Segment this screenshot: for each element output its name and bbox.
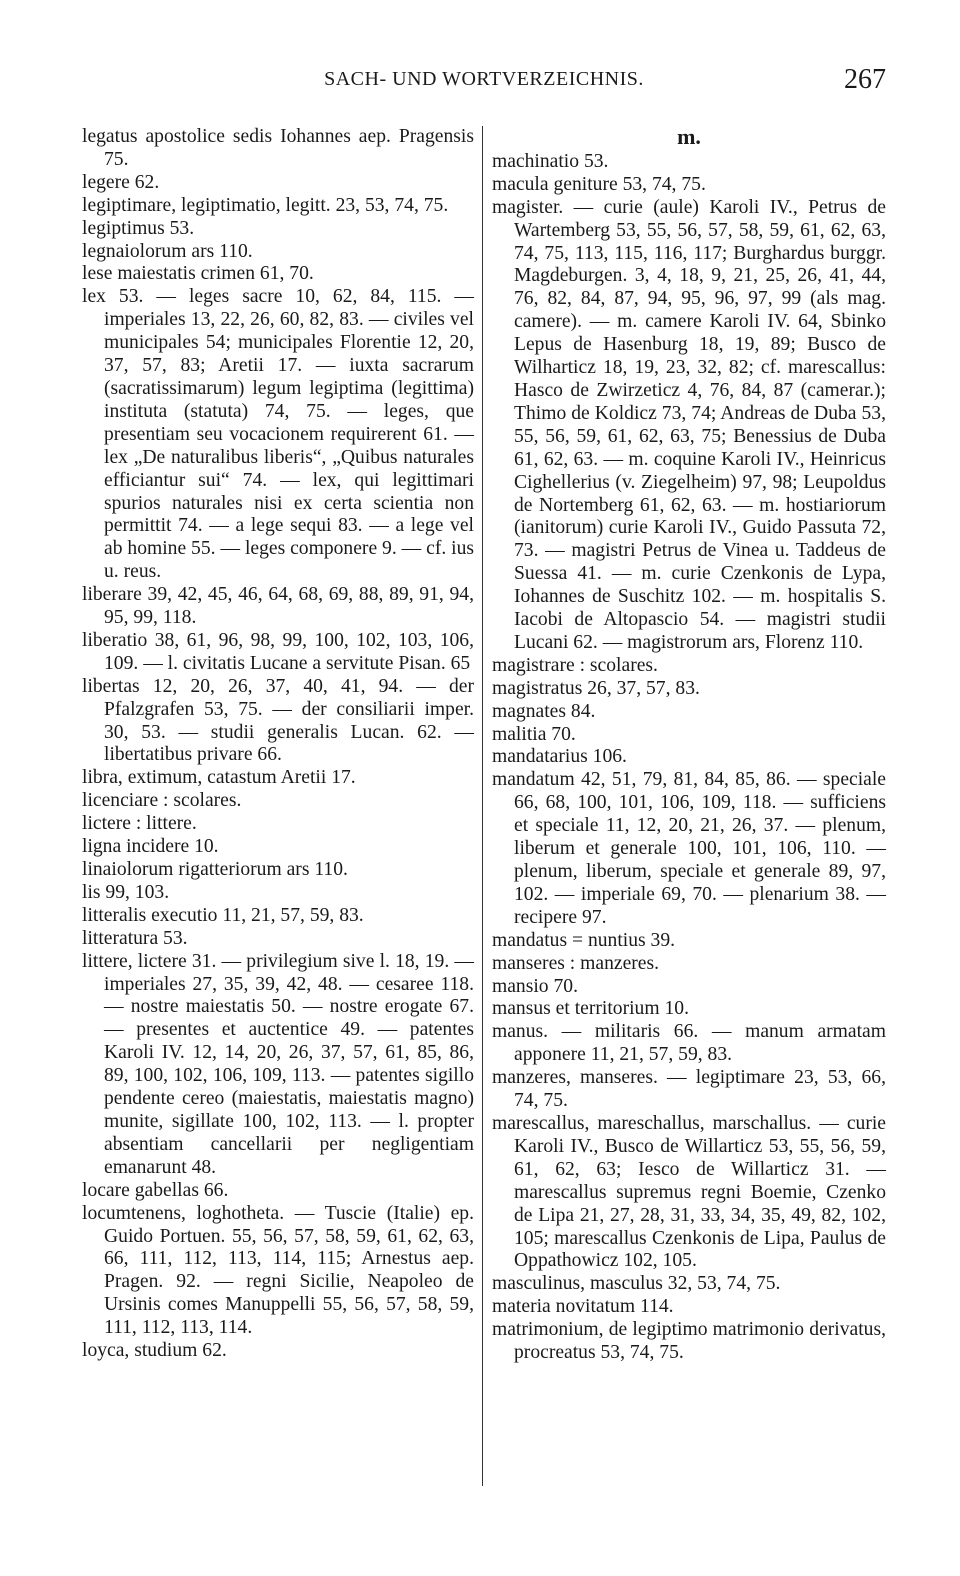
index-entry: linaiolorum rigatteriorum ars 110. bbox=[82, 859, 348, 880]
index-entry: mandatus = nuntius 39. bbox=[492, 929, 676, 951]
index-entry: masculinus, masculus 32, 53, 74, 75. bbox=[492, 1273, 781, 1295]
index-entry: manus. — militaris 66. — manum armatam apponere 11, 21, 57, 59, 83. bbox=[492, 1021, 886, 1066]
index-entry: manzeres, manseres. — legiptimare 23, 53, 66, 74, 75. bbox=[492, 1067, 886, 1112]
index-entry: malitia 70. bbox=[492, 723, 576, 745]
index-entry: liberare 39, 42, 45, 46, 64, 68, 69, 88, 89, 91, 94, 95, 99, 118. bbox=[82, 584, 474, 629]
page-number: 267 bbox=[844, 64, 886, 95]
index-entry: magister. — curie (aule) Karoli IV., Petrus de Wartemberg 53, 55, 56, 57, 58, 59, 61, 62, 63, 74, 75, 113, 115, 116, 117; Burghardus burggr. Magdeburgen. 3, 4, 18, 9, 21, 25, 26, 41, 44, 76, 82, 84, 87, 94, 95, 96, 97, 99 (als mag. camere). — m. camere Karoli IV. 64, Sbinko Lepus de Hasenburg 18, 19, 89; Busco de Wilharticz 18, 19, 23, 32, 82; cf. marescallus: Hasco de Zwirzeticz 4, 76, 84, 87 (camerar.); Thimo de Koldicz 73, 74; Andreas de Duba 53, 55, 56, 59, 61, 62, 63, 75; Benessius de Duba 61, 62, 63. — m. coquine Karoli IV., Heinricus Cighellerius (v. Ziegelheim) 97, 98; Leupoldus de Nortemberg 61, 62, 63. — m. hostiariorum (ianitorum) curie Karoli IV., Guido Passuta 72, 73. — magistri Petrus de Vinea u. Taddeus de Suessa 41. — m. curie Czenkonis de Lypa, Iohannes de Suschitz 102. — m. hospitalis S. Iacobi de Altopascio 54. — magistri studii Lucani 62. — magistrorum ars, Florenz 110. bbox=[492, 196, 886, 653]
index-entry: littere, lictere 31. — privilegium sive l. 18, 19. — imperiales 27, 35, 39, 42, 48. — cesaree 118. — nostre maiestatis 50. — nostre erogate 67. — presentes et auctentice 49. — patentes Karoli IV. 12, 14, 20, 26, 37, 57, 61, 85, 86, 89, 100, 102, 106, 109, 113. — patentes sigillo pendente cereo (maiestatis, maiestatis magno) munite, sigillate 100, 102, 113. — l. propter absentiam cancellarii per negligentiam emanarunt 48. bbox=[82, 950, 474, 1178]
index-entry: litteratura 53. bbox=[82, 927, 188, 949]
right-index-column bbox=[492, 126, 886, 1365]
index-entry: loyca, studium 62. bbox=[82, 1340, 227, 1362]
index-entry: materia novitatum 114. bbox=[492, 1296, 674, 1318]
page-header bbox=[82, 64, 886, 100]
index-entry: litteralis executio 11, 21, 57, 59, 83. bbox=[82, 904, 364, 926]
index-entry: matrimonium, de legiptimo matrimonio derivatus, procreatus 53, 74, 75. bbox=[492, 1319, 886, 1364]
index-entry: lex 53. — leges sacre 10, 62, 84, 115. — imperiales 13, 22, 26, 60, 82, 83. — civiles vel municipales 54; municipales Florentie 12, 20, 37, 57, 83; Aretii 17. — iuxta sacrarum (sacratissimarum) legum legiptima (legittima) instituta (statuta) 74, 75. — leges, que presentiam seu vocacionem requirerent 61. — lex „De naturalibus liberis“, „Quibus naturales efficiantur sui“ 74. — lex, qui legittimari spurios naturales nisi ex certa scientia non permittit 74. — a lege sequi 83. — a lege vel ab homine 55. — leges componere 9. — cf. ius u. reus. bbox=[82, 286, 475, 583]
left-index-column bbox=[82, 126, 474, 1363]
index-entry: ligna incidere 10. bbox=[82, 836, 219, 858]
index-entry: lictere : littere. bbox=[82, 813, 197, 835]
index-entry: libra, extimum, catastum Aretii 17. bbox=[82, 767, 356, 789]
index-entry: magnates 84. bbox=[492, 700, 596, 722]
index-entry: mansio 70. bbox=[492, 975, 578, 997]
index-entry: locare gabellas 66. bbox=[82, 1179, 229, 1201]
index-entry: locumtenens, loghotheta. — Tuscie (Italie) ep. Guido Portuen. 55, 56, 57, 58, 59, 61, 62, 63, 66, 111, 112, 113, 114, 115; Arnestus aep. Pragen. 92. — regni Sicilie, Neapoleo de Ursinis comes Manuppelli 55, 56, 57, 58, 59, 111, 112, 113, 114. bbox=[82, 1202, 474, 1339]
running-title: SACH- UND WORTVERZEICHNIS. bbox=[324, 68, 644, 90]
index-entry: legatus apostolice sedis Iohannes aep. Pragensis 75. bbox=[82, 126, 474, 170]
index-entry: libertas 12, 20, 26, 37, 40, 41, 94. — der Pfalzgrafen 53, 75. — der consiliarii imper. 30, 53. — studii generalis Lucan. 62. — libertatibus privare 66. bbox=[82, 675, 474, 766]
index-entry: legnaiolorum ars 110. bbox=[82, 240, 253, 262]
index-entry: magistrare : scolares. bbox=[492, 654, 658, 676]
index-entry: legiptimus 53. bbox=[82, 217, 195, 239]
index-entry: mansus et territorium 10. bbox=[492, 998, 689, 1020]
section-letter: m. bbox=[677, 124, 701, 149]
index-entry: machinatio 53. bbox=[492, 150, 609, 172]
index-entry: legiptimare, legiptimatio, legitt. 23, 53, 74, 75. bbox=[82, 194, 449, 216]
column-divider bbox=[482, 126, 483, 1486]
index-entry: licenciare : scolares. bbox=[82, 790, 242, 812]
index-entry: mandatarius 106. bbox=[492, 746, 627, 768]
index-entry: liberatio 38, 61, 96, 98, 99, 100, 102, 103, 106, 109. — l. civitatis Lucane a servitute Pisan. 65 bbox=[82, 629, 474, 674]
index-entry: legere 62. bbox=[82, 171, 160, 193]
index-entry: macula geniture 53, 74, 75. bbox=[492, 173, 706, 195]
index-entry: manseres : manzeres. bbox=[492, 952, 660, 974]
index-entry: lese maiestatis crimen 61, 70. bbox=[82, 263, 314, 285]
index-entry: marescallus, mareschallus, marschallus. — curie Karoli IV., Busco de Willarticz 53, 55, 56, 59, 61, 62, 63; Iesco de Willarticz 31. — marescallus supremus regni Boemie, Czenko de Lipa 21, 27, 28, 31, 33, 34, 35, 49, 82, 102, 105; marescallus Czenkonis de Lipa, Paulus de Oppathowicz 102, 105. bbox=[492, 1112, 886, 1272]
index-entry: magistratus 26, 37, 57, 83. bbox=[492, 677, 700, 699]
index-entry: lis 99, 103. bbox=[82, 881, 170, 903]
index-entry: mandatum 42, 51, 79, 81, 84, 85, 86. — speciale 66, 68, 100, 101, 106, 109, 118. — sufficiens et speciale 11, 12, 20, 21, 26, 37. — plenum, liberum et generale 100, 101, 106, 110. — plenum, liberum, speciale et generale 89, 97, 102. — imperiale 69, 70. — plenarium 38. — recipere 97. bbox=[492, 769, 886, 928]
